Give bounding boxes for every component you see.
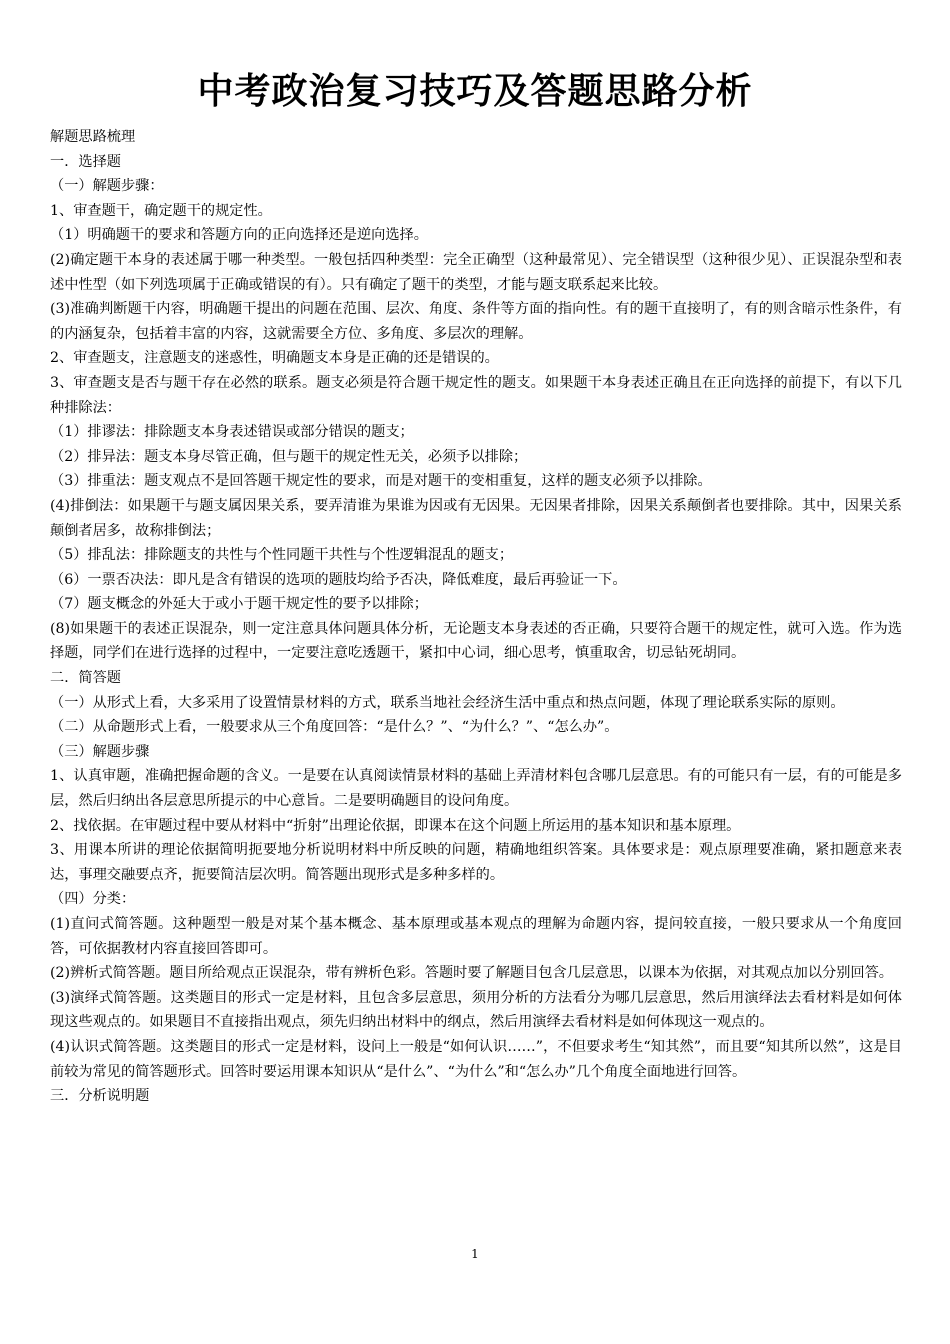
paragraph: (3)演绎式简答题。这类题目的形式一定是材料，且包含多层意思，须用分析的方法看分为哪几层意思，然后用演绎法去看材料是如何体现这些观点的。如果题目不直接指出观点，须先归纳出材料中的纲点，然后用演绎去看材料是如何体现这一观点的。 xyxy=(50,989,902,1031)
page-number: 1 xyxy=(471,1247,479,1261)
paragraph: 1、审查题干，确定题干的规定性。 xyxy=(50,202,272,219)
paragraph: (3)准确判断题干内容，明确题干提出的问题在范围、层次、角度、条件等方面的指向性。有的题干直接明了，有的则含暗示性条件，有的内涵复杂，包括着丰富的内容，这就需要全方位、多角度、多层次的理解。 xyxy=(50,301,902,342)
paragraph: （三）解题步骤 xyxy=(50,743,150,760)
paragraph: 2、审查题支，注意题支的迷惑性，明确题支本身是正确的还是错误的。 xyxy=(50,350,499,367)
paragraph: 一．选择题 xyxy=(50,153,121,170)
paragraph: （四）分类： xyxy=(50,891,136,908)
paragraph: （5）排乱法：排除题支的共性与个性同题干共性与个性逻辑混乱的题支； xyxy=(50,547,514,564)
paragraph: (4)排倒法：如果题干与题支属因果关系，要弄清谁为果谁为因或有无因果。无因果者排除，因果关系颠倒者也要排除。其中，因果关系颠倒者居多，故称排倒法； xyxy=(50,497,902,539)
paragraph: (4)认识式简答题。这类题目的形式一定是材料，设问上一般是“如何认识……”，不但要求考生“知其然”，而且要“知其所以然”，这是目前较为常见的简答题形式。回答时要运用课本知识从“是什么”、“为什么”和“怎么办”几个角度全面地进行回答。 xyxy=(50,1038,902,1080)
paragraph: 解题思路梳理 xyxy=(50,129,136,145)
paragraph: （3）排重法：题支观点不是回答题干规定性的要求，而是对题干的变相重复，这样的题支必须予以排除。 xyxy=(50,473,712,490)
paragraph: (8)如果题干的表述正误混杂，则一定注意具体问题具体分析，无论题支本身表述的否正确，只要符合题干的规定性，就可入选。作为选择题，同学们在进行选择的过程中，一定要注意吃透题干，紧扣中心词，细心思考，慎重取舍，切忌钻死胡同。 xyxy=(50,620,902,662)
paragraph: 3、用课本所讲的理论依据简明扼要地分析说明材料中所反映的问题，精确地组织答案。具体要求是：观点原理要准确，紧扣题意来表达，事理交融要点齐，扼要简洁层次明。简答题出现形式是多种多样的。 xyxy=(50,842,902,883)
paragraph: （2）排异法：题支本身尽管正确，但与题干的规定性无关，必须予以排除； xyxy=(50,448,528,465)
document-body xyxy=(50,125,902,1109)
paragraph: （1）排谬法：排除题支本身表述错误或部分错误的题支； xyxy=(50,424,414,441)
paragraph: （6）一票否决法：即凡是含有错误的选项的题肢均给予否决，降低难度，最后再验证一下。 xyxy=(50,571,627,588)
paragraph: 三．分析说明题 xyxy=(50,1088,150,1105)
paragraph: （1）明确题干的要求和答题方向的正向选择还是逆向选择。 xyxy=(50,227,428,244)
paragraph: 二．简答题 xyxy=(50,670,121,687)
paragraph: （一）解题步骤： xyxy=(50,178,164,195)
paragraph: 1、认真审题，准确把握命题的含义。一是要在认真阅读情景材料的基础上弄清材料包含哪几层意思。有的可能只有一层，有的可能是多层，然后归纳出各层意思所提示的中心意旨。二是要明确题目的设问角度。 xyxy=(50,768,902,810)
paragraph: 2、找依据。在审题过程中要从材料中“折射”出理论依据，即课本在这个问题上所运用的基本知识和基本原理。 xyxy=(50,817,741,834)
document-title: 中考政治复习技巧及答题思路分析 xyxy=(197,71,753,112)
paragraph: (1)直问式简答题。这种题型一般是对某个基本概念、基本原理或基本观点的理解为命题内容，提问较直接，一般只要求从一个角度回答，可依据教材内容直接回答即可。 xyxy=(50,916,902,957)
paragraph: （一）从形式上看，大多采用了设置情景材料的方式，联系当地社会经济生活中重点和热点问题，体现了理论联系实际的原则。 xyxy=(50,694,845,711)
paragraph: 3、审查题支是否与题干存在必然的联系。题支必须是符合题干规定性的题支。如果题干本身表述正确且在正向选择的前提下，有以下几种排除法： xyxy=(50,374,902,416)
paragraph: （二）从命题形式上看，一般要求从三个角度回答：“是什么？”、“为什么？”、“怎么办”。 xyxy=(50,719,619,736)
paragraph: （7）题支概念的外延大于或小于题干规定性的要予以排除； xyxy=(50,596,428,613)
paragraph: (2)辨析式简答题。题目所给观点正误混杂，带有辨析色彩。答题时要了解题目包含几层意思，以课本为依据，对其观点加以分别回答。 xyxy=(50,965,893,982)
paragraph: (2)确定题干本身的表述属于哪一种类型。一般包括四种类型：完全正确型（这种最常见）、完全错误型（这种很少见）、正误混杂型和表述中性型（如下列选项属于正确或错误的有）。只有确定了题干的类型，才能与题支联系起来比较。 xyxy=(50,251,902,293)
